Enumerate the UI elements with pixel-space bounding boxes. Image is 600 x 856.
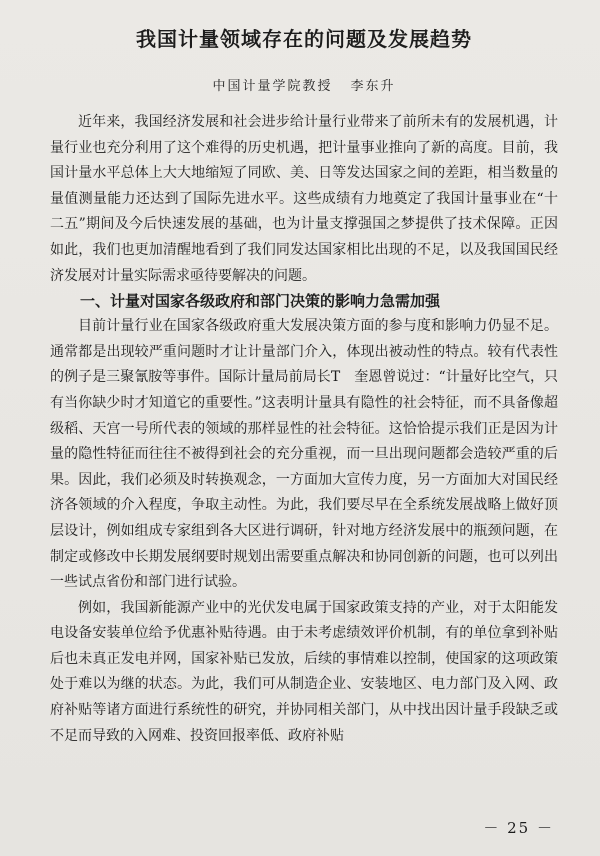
article-body — [50, 110, 558, 749]
section-heading: 一、计量对国家各级政府和部门决策的影响力急需加强 — [80, 292, 441, 311]
section-paragraph: 目前计量行业在国家各级政府重大发展决策方面的参与度和影响力仍显不足。通常都是出现较严重问题时才让计量部门介入，体现出被动性的特点。较有代表性的例子是三聚氰胺等事件。国际计量局前局长T 奎恩曾说过：“计量好比空气，只有当你缺少时才知道它的重要性。”这表明计量具有隐性的社会特征，而不具备像超级稻、天宫一号所代表的领域的那样显性的社会特征。这恰恰提示我们正是因为计量的隐性特征而往往不被得到社会的充分重视，而一旦出现问题都会造较严重的后果。因此，我们必须及时转换观念，一方面加大宣传力度，另一方面加大对国民经济各领域的介入程度，争取主动性。为此，我们要尽早在全系统发展战略上做好顶层设计，例如组成专家组到各大区进行调研，针对地方经济发展中的瓶颈问题，在制定或修改中长期发展纲要时规划出需要重点解决和协同创新的问题，也可以列出一些试点省份和部门进行试验。 — [50, 318, 558, 591]
author-affiliation: 中国计量学院教授 — [212, 79, 333, 94]
intro-paragraph: 近年来，我国经济发展和社会进步给计量行业带来了前所未有的发展机遇，计量行业也充分利用了这个难得的历史机遇，把计量事业推向了新的高度。目前，我国计量水平总体上大大地缩短了同欧、美、日等发达国家之间的差距，相当数量的量值测量能力还达到了国际先进水平。这些成绩有力地奠定了我国计量事业在“十二五”期间及今后快速发展的基础，也为计量支撑强国之梦提供了技术保障。正因如此，我们也更加清醒地看到了我们同发达国家相比出现的不足，以及我国国民经济发展对计量实际需求亟待要解决的问题。 — [50, 114, 558, 284]
article-title: 我国计量领域存在的问题及发展趋势 — [136, 27, 472, 51]
author-line — [50, 78, 558, 96]
page-number: － 25 － — [483, 819, 554, 837]
author-name: 李东升 — [350, 79, 396, 94]
section-paragraph: 例如，我国新能源产业中的光伏发电属于国家政策支持的产业，对于太阳能发电设备安装单位给予优惠补贴待遇。由于未考虑绩效评价机制，有的单位拿到补贴后也未真正发电并网，国家补贴已发放，后续的事情难以控制，使国家的这项政策处于难以为继的状态。为此，我们可从制造企业、安装地区、电力部门及入网、政府补贴等诸方面进行系统性的研究，并协同相关部门，从中找出因计量手段缺乏或不足而导致的入网难、投资回报率低、政府补贴 — [50, 599, 558, 744]
